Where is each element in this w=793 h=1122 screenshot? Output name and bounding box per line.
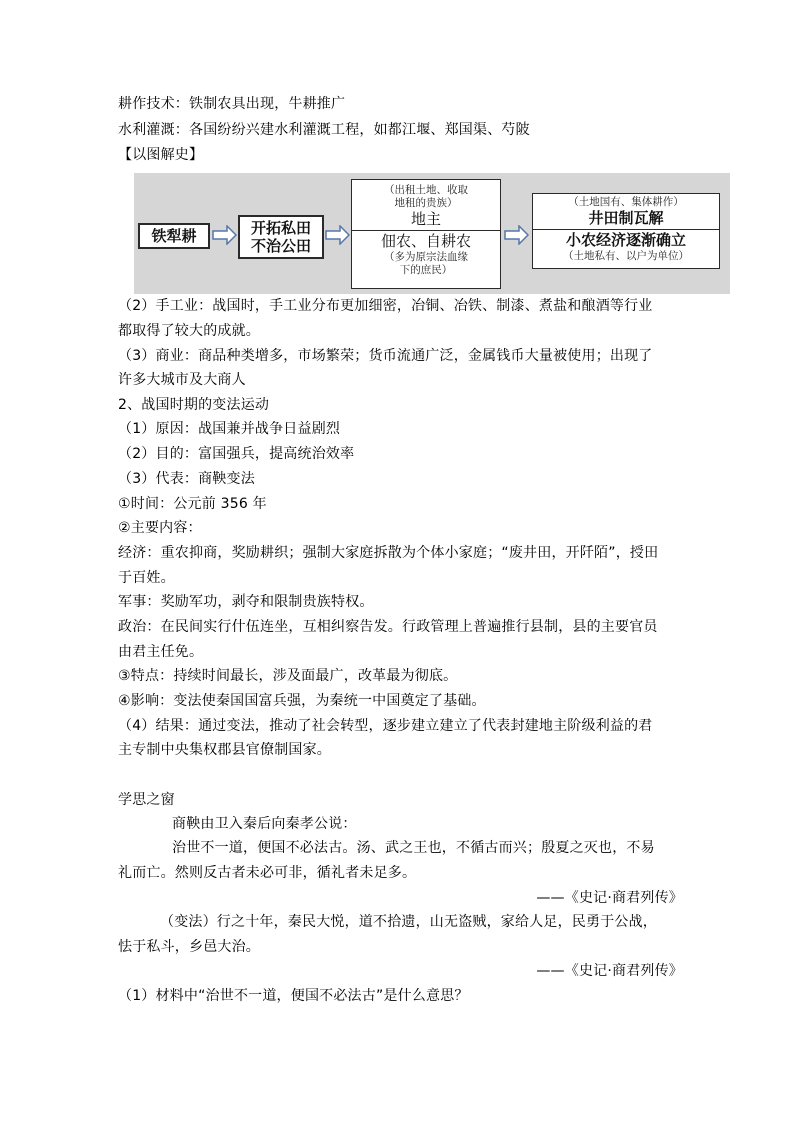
diagram-label: 小农经济逐渐确立 (565, 231, 686, 249)
text-line: （3）商业：商品种类增多，市场繁荣；货币流通广泛，金属钱币大量被使用；出现了 (118, 348, 653, 364)
quote-source: ——《史记·商君列传》 (536, 890, 683, 906)
text-line: （1）原因：战国兼并战争日益剧烈 (118, 421, 341, 437)
arrow-icon (212, 225, 238, 245)
diagram-label: 地主 (410, 210, 441, 228)
arrow-icon (504, 225, 530, 245)
diagram-note: （出租土地、收取 (384, 184, 468, 196)
text-line: （2）目的：富国强兵，提高统治效率 (118, 446, 355, 462)
diagram-box-well-field-collapse (532, 193, 720, 269)
text-line: 许多大城市及大商人 (118, 372, 246, 388)
text-line: 水利灌溉：各国纷纷兴建水利灌溉工程，如都江堰、郑国渠、芍陂 (118, 122, 530, 138)
text-line: 军事：奖励军功，剥夺和限制贵族特权。 (118, 594, 374, 610)
diagram-label: 佃农、自耕农 (380, 232, 471, 250)
text-line: 经济：重农抑商，奖励耕织；强制大家庭拆散为个体小家庭；“废井田，开阡陌”，授田 (118, 545, 659, 561)
text-line: （2）手工业：战国时，手工业分布更加细密，冶铜、冶铁、制漆、煮盐和酿酒等行业 (118, 298, 653, 314)
text-line: 耕作技术：铁制农具出现，牛耕推广 (118, 96, 346, 112)
diagram-label: 不治公田 (250, 237, 311, 255)
diagram-note: （多为原宗法血缘 (384, 251, 468, 263)
diagram-note: 下的庶民） (399, 264, 453, 276)
diagram-note: （土地私有、以户为单位） (563, 250, 689, 262)
diagram-label: 井田制瓦解 (588, 209, 664, 227)
diagram-box-landlord-peasant (351, 179, 501, 289)
diagram-label: 铁犁耕 (151, 227, 197, 245)
quote-line: 礼而亡。然则反古者未必可非，循礼者未足多。 (118, 865, 417, 881)
text-line: ②主要内容： (118, 520, 202, 536)
history-diagram (134, 173, 730, 294)
diagram-note: （土地国有、集体耕作） (568, 196, 684, 208)
text-line: ③特点：持续时间最长，涉及面最广，改革最为彻底。 (118, 668, 458, 684)
diagram-box-private-fields (238, 215, 324, 259)
arrow-icon (325, 225, 351, 245)
text-line: 由君主任免。 (118, 644, 204, 660)
section-heading: 2、战国时期的变法运动 (118, 397, 270, 413)
quote-line: （变法）行之十年，秦民大悦，道不拾遗，山无盗贼，家给人足，民勇于公战， (160, 914, 657, 930)
section-heading: 【以图解史】 (118, 147, 204, 163)
text-line: 主专制中央集权郡县官僚制国家。 (118, 742, 331, 758)
text-line: ④影响：变法使秦国国富兵强，为秦统一中国奠定了基础。 (118, 693, 486, 709)
quote-source: ——《史记·商君列传》 (536, 963, 683, 979)
diagram-box-iron-plough (138, 223, 210, 249)
text-line: （4）结果：通过变法，推动了社会转型，逐步建立建立了代表封建地主阶级利益的君 (118, 718, 653, 734)
section-heading: 学思之窗 (118, 792, 175, 808)
quote-line: 治世不一道，便国不必法古。汤、武之王也，不循古而兴；殷夏之灭也，不易 (172, 840, 655, 856)
text-line: 商鞅由卫入秦后向秦孝公说： (172, 816, 357, 832)
diagram-note: 地租的贵族） (394, 197, 458, 209)
quote-line: 怯于私斗，乡邑大治。 (118, 939, 260, 955)
text-line: ①时间：公元前 356 年 (118, 496, 267, 512)
diagram-label: 开拓私田 (250, 219, 311, 237)
question-line: （1）材料中“治世不一道，便国不必法古”是什么意思？ (118, 988, 469, 1004)
text-line: （3）代表：商鞅变法 (118, 471, 255, 487)
text-line: 都取得了较大的成就。 (118, 323, 260, 339)
text-line: 政治：在民间实行什伍连坐，互相纠察告发。行政管理上普遍推行县制，县的主要官员 (118, 619, 658, 635)
text-line: 于百姓。 (118, 570, 175, 586)
